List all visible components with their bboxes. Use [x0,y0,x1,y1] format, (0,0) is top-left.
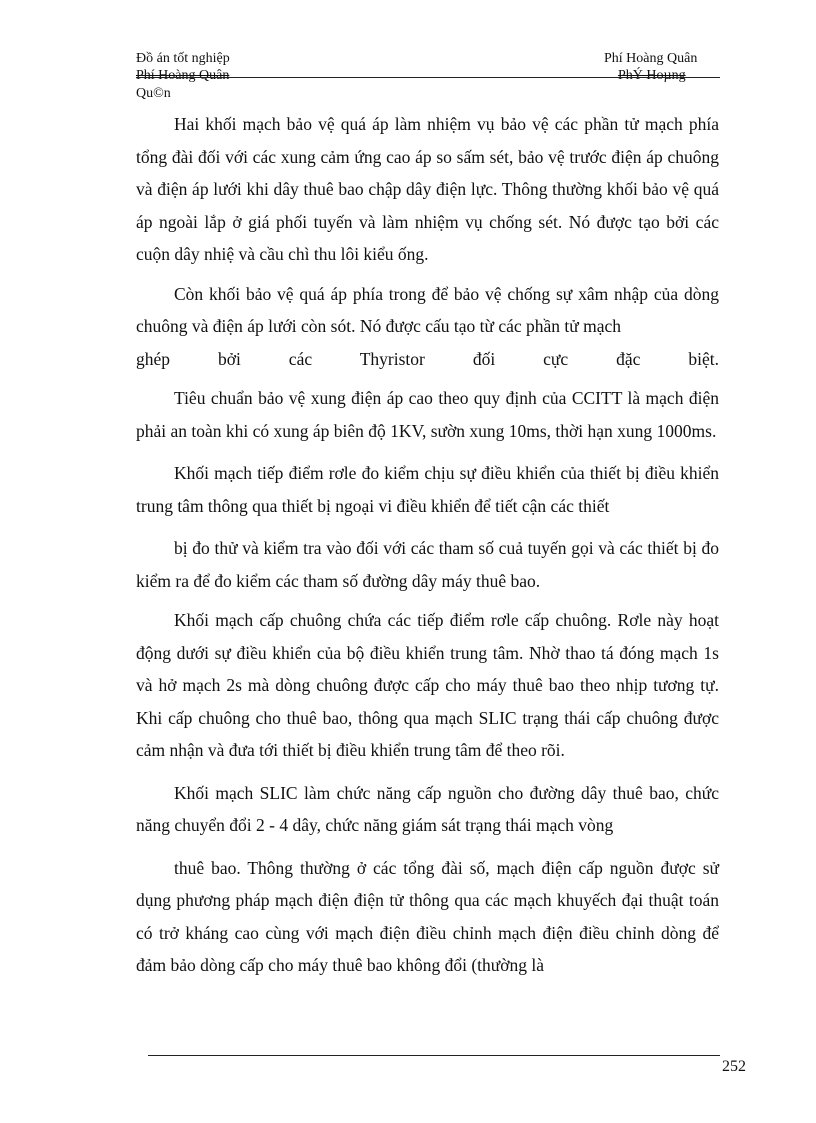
paragraph-ccitt-standard: Tiêu chuẩn bảo vệ xung điện áp cao theo quy định của CCITT là mạch điện phải an toàn khi có xung áp biên độ 1KV, sườn xung 10ms, thời hạn xung 1000ms. [136,388,719,441]
paragraph-slic-cont: thuê bao. Thông thường ở các tổng đài số, mạch điện cấp nguồn được sử dụng phương pháp mạch điện điện tử thông qua các mạch khuyếch đại thuật toán có trở kháng cao cùng với mạch điện điều chỉnh mạch điện điều chỉnh dòng để đảm bảo dòng cấp cho máy thuê bao không đổi (thường là [136,857,719,975]
header-left-top: Đồ án tốt nghiệp [136,51,230,66]
page-number: 252 [722,1058,746,1075]
footer-rule [148,1055,720,1056]
header-left-third: Qu©n [136,86,171,101]
paragraph-inner-protection: Còn khối bảo vệ quá áp phía trong để bảo vệ chống sự xâm nhập của dòng chuông và điện áp lưới còn sót. Nó được cấu tạo từ các phần tử mạch [136,283,719,336]
document-body [136,108,719,982]
paragraph-slic: Khối mạch SLIC làm chức năng cấp nguồn cho đường dây thuê bao, chức năng chuyển đổi 2 - 4 dây, chức năng giám sát trạng thái mạch vòng [136,782,719,835]
paragraph-overvoltage-protection: Hai khối mạch bảo vệ quá áp làm nhiệm vụ bảo vệ các phần tử mạch phía tổng đài đối với các xung cảm ứng cao áp so sấm sét, bảo vệ trước điện áp chuông và điện áp lưới khi dây thuê bao chập dây điện lực. Thông thường khối bảo vệ quá áp ngoài lắp ở giá phối tuyến và làm nhiệm vụ chống sét. Nó được tạo bởi các cuộn dây nhiệ và cầu chì thu lôi kiểu ống. [136,114,719,264]
paragraph-ringing: Khối mạch cấp chuông chứa các tiếp điểm rơle cấp chuông. Rơle này hoạt động dưới sự điều khiển của bộ điều khiển trung tâm. Nhờ thao tá đóng mạch 1s và hở mạch 2s mà dòng chuông được cấp cho máy thuê bao theo nhịp tương tự. Khi cấp chuông cho thuê bao, thông qua mạch SLIC trạng thái cấp chuông được cảm nhận và đưa tới thiết bị điều khiển trung tâm để theo rõi. [136,610,719,760]
header-right-top: Phí Hoàng Quân [604,51,698,66]
header-rule [136,77,720,78]
header-left-second: Phí Hoàng Quân [136,68,230,83]
paragraph-inner-protection-end: ghép bởi các Thyristor đối cực đặc biệt. [136,348,719,369]
paragraph-test-relay: Khối mạch tiếp điểm rơle đo kiểm chịu sự điều khiển của thiết bị điều khiển trung tâm thông qua thiết bị ngoại vi điều khiển để tiết cận các thiết [136,463,719,516]
header-right-second: PhÝ Hoµng [618,68,686,83]
paragraph-test-relay-cont: bị đo thử và kiểm tra vào đối với các tham số cuả tuyến gọi và các thiết bị đo kiểm ra để đo kiểm các tham số đường dây máy thuê bao. [136,538,719,591]
